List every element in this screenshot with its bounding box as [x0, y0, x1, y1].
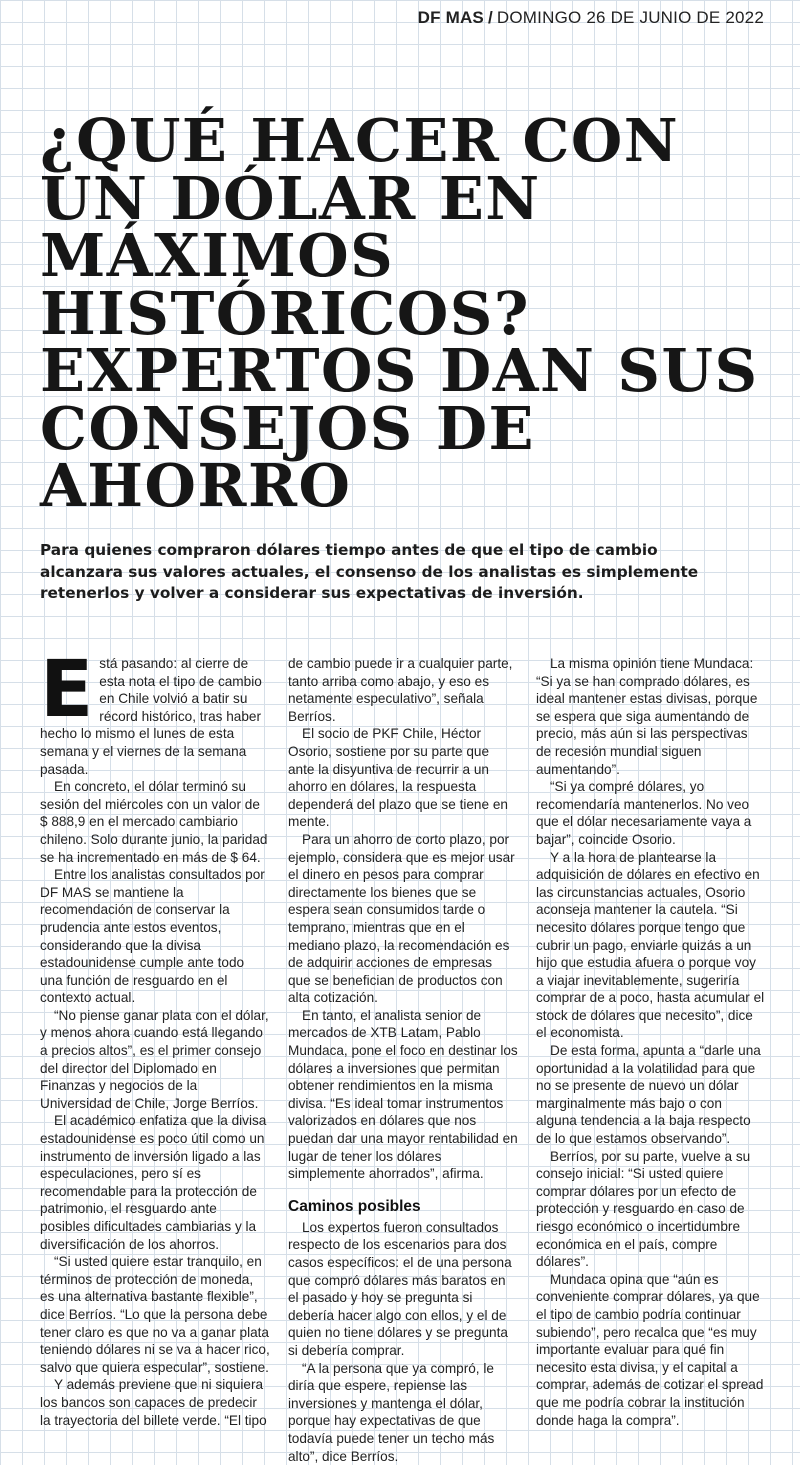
body-paragraph [40, 645, 270, 778]
body-column-3 [536, 655, 766, 1465]
article-body [40, 645, 766, 1465]
body-column-1 [40, 645, 270, 1465]
article-headline: ¿QUÉ HACER CON UN DÓLAR EN MÁXIMOS HISTÓRICOS? EXPERTOS DAN SUS CONSEJOS DE AHORRO [40, 106, 759, 520]
drop-cap: E [40, 645, 94, 735]
body-paragraph: “A la persona que ya compró, le diría que espere, repiense las inversiones y mantenga el dólar, porque hay expectativas de que todavía puede tener un techo más alto”, dice Berríos. [288, 1360, 495, 1464]
body-paragraph: En concreto, el dólar terminó su sesión del miércoles con un valor de $ 888,9 en el mercado cambiario chileno. Solo durante junio, la paridad se ha incrementado en más de $ 64. [40, 779, 268, 865]
body-paragraph: El socio de PKF Chile, Héctor Osorio, sostiene por su parte que ante la disyuntiva de recurrir a un ahorro en dólares, la respuesta dependerá del plazo que se tiene en mente. [288, 726, 508, 830]
publication-date: DOMINGO 26 DE JUNIO DE 2022 [496, 8, 764, 27]
body-paragraph: de cambio puede ir a cualquier parte, tanto arriba como abajo, y eso es netamente especulativo”, señala Berríos. [288, 656, 513, 724]
body-paragraph: El académico enfatiza que la divisa estadounidense es poco útil como un instrumento de inversión ligado a las especulaciones, pero sí es recomendable para la protección de patrimonio, el resguardo ante posibles dificultades cambiarias y la diversificación de los ahorros. [40, 1113, 267, 1252]
body-column-2 [288, 655, 518, 1465]
article-lede: Para quienes compraron dólares tiempo antes de que el tipo de cambio alcanzara sus valores actuales, el consenso de los analistas es simplemente retenerlos y volver a considerar sus expectativas de inversión. [40, 541, 699, 602]
body-paragraph: Berríos, por su parte, vuelve a su consejo inicial: “Si usted quiere comprar dólares por un efecto de protección y resguardo en caso de riesgo económico o incertidumbre económica en el país, compre dólares”. [536, 1148, 751, 1270]
body-paragraph: Y a la hora de plantearse la adquisición de dólares en efectivo en las circunstancias actuales, Osorio aconseja mantener la cautela. “Si necesito dólares porque tengo que cubrir un pago, enviarle quizás a un hijo que estudia afuera o porque voy a viajar inevitablemente, sugeriría comprar de a poco, hasta acumular el stock de dólares que necesito”, dice el economista. [536, 849, 765, 1041]
body-paragraph: La misma opinión tiene Mundaca: “Si ya se han comprado dólares, es ideal mantener estas divisas, porque se espera que siga aumentando de precio, más aún si las perspectivas de recesión mundial siguen aumentando”. [536, 656, 758, 777]
body-paragraph: Y además previene que ni siquiera los bancos son capaces de predecir la trayectoria del billete verde. “El tipo [40, 1377, 267, 1428]
body-paragraph: En tanto, el analista senior de mercados de XTB Latam, Pablo Mundaca, pone el foco en destinar los dólares a inversiones que permitan obtener rendimientos en la misma divisa. “Es ideal tomar instrumentos valorizados en dólares que nos puedan dar una mayor rentabilidad en lugar de tener los dólares simplemente ahorrados”, afirma. [288, 1007, 518, 1182]
body-paragraph: “No piense ganar plata con el dólar, y menos ahora cuando está llegando a precios altos”, es el primer consejo del director del Diplomado en Finanzas y negocios de la Universidad de Chile, Jorge Berríos. [40, 1007, 269, 1111]
body-paragraph: “Si usted quiere estar tranquilo, en términos de protección de moneda, es una alternativa bastante flexible”, dice Berríos. “Lo que la persona debe tener claro es que no va a ganar plata teniendo dólares ni se va a hacer rico, salvo que quiera especular”, sostiene. [40, 1254, 270, 1375]
body-paragraph-text: stá pasando: al cierre de esta nota el tipo de cambio en Chile volvió a batir su récord histórico, tras haber hecho lo mismo el lunes de esta semana y el viernes de la semana pasada. [40, 656, 262, 777]
body-paragraph: Para un ahorro de corto plazo, por ejemplo, considera que es mejor usar el dinero en pesos para comprar directamente los bienes que se espera sean consumidos tarde o temprano, mientras que en el mediano plazo, la recomendación es de adquirir acciones de empresas que se benefician de productos con alta cotización. [288, 831, 515, 1006]
page-header [418, 8, 764, 28]
body-paragraph: “Si ya compré dólares, yo recomendaría mantenerlos. No veo que el dólar necesariamente vaya a bajar”, coincide Osorio. [536, 779, 752, 847]
body-paragraph: Entre los analistas consultados por DF MAS se mantiene la recomendación de conservar la prudencia ante estos eventos, considerando que la divisa estadounidense cumple ante todo una función de resguardo en el contexto actual. [40, 867, 265, 1006]
section-name: DF MAS [417, 8, 484, 27]
body-paragraph: Mundaca opina que “aún es conveniente comprar dólares, ya que el tipo de cambio podría continuar subiendo”, pero recalca que “es muy importante evaluar para qué fin necesito esta divisa, y el capital a comprar, además de cotizar el spread que me podría cobrar la institución donde haga la compra”. [536, 1271, 764, 1428]
header-separator: / [487, 8, 493, 27]
body-paragraph: De esta forma, apunta a “darle una oportunidad a la volatilidad para que no se presente de nuevo un dólar marginalmente más bajo o con alguna tendencia a la baja respecto de lo que estamos observando”. [536, 1043, 761, 1147]
body-paragraph: Los expertos fueron consultados respecto de los escenarios para dos casos específicos: el de una persona que compró dólares más baratos en el pasado y hoy se pregunta si debería hacer algo con ellos, y el de quien no tiene dólares y se pregunta si debería comprar. [288, 1219, 512, 1358]
section-subhead: Caminos posibles [288, 1197, 421, 1215]
